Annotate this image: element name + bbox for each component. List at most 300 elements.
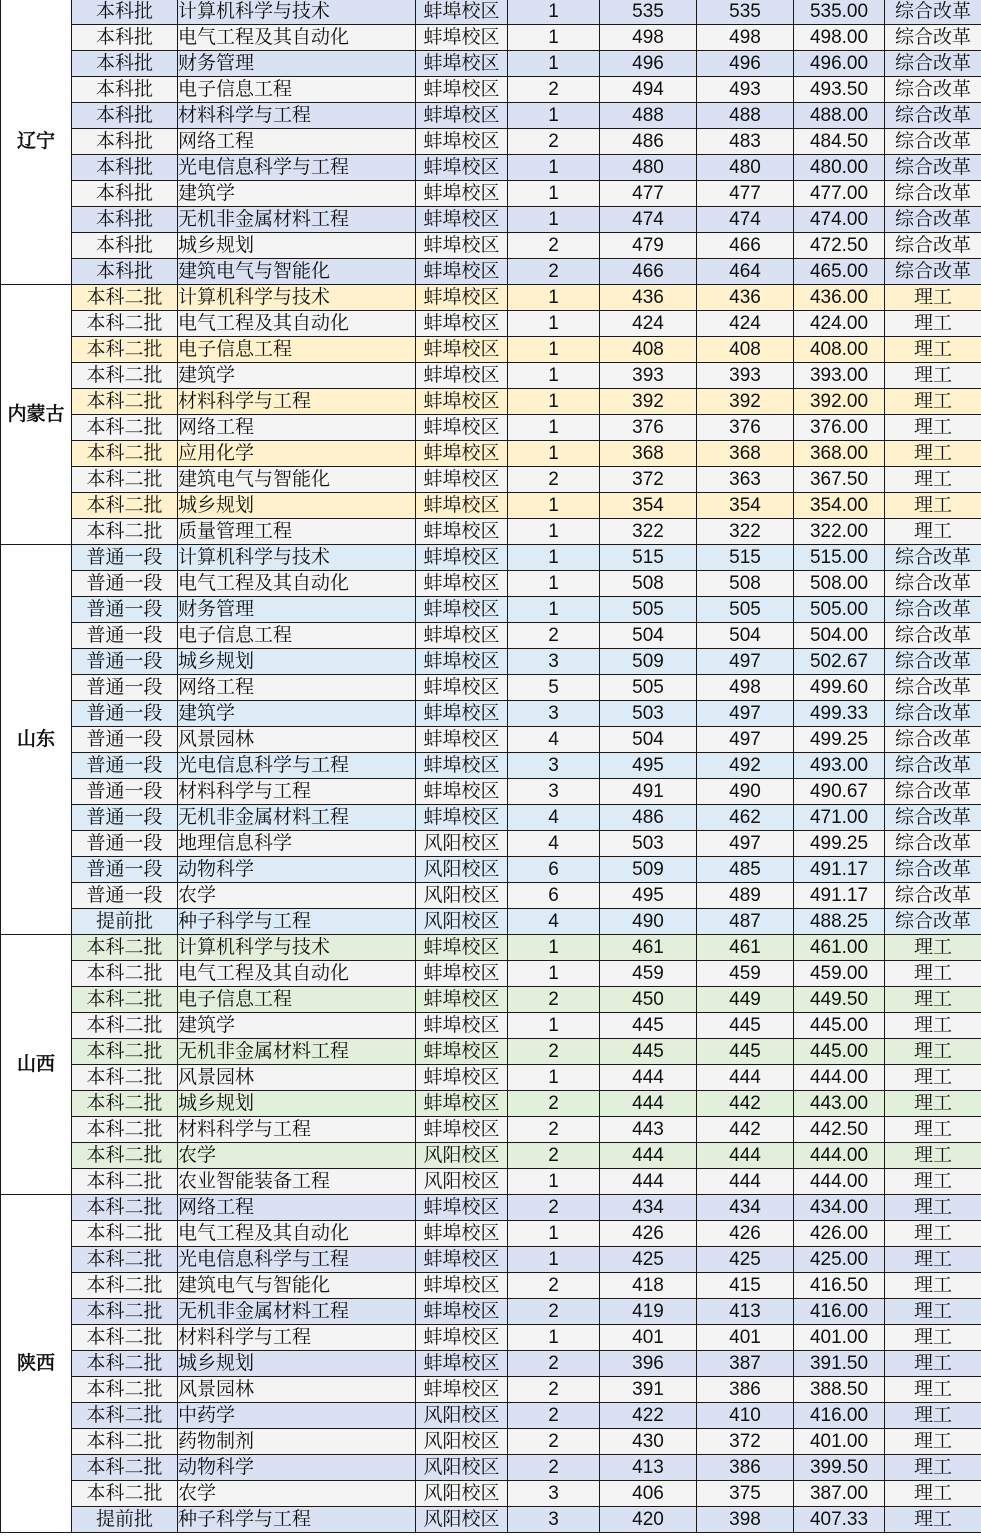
table-row [1,129,981,155]
major-cell: 城乡规划 [178,233,416,259]
max-score-cell: 505 [600,597,697,623]
campus-cell: 蚌埠校区 [416,25,508,51]
subject-type-cell: 理工 [885,987,981,1013]
major-cell: 电子信息工程 [178,987,416,1013]
campus-cell: 蚌埠校区 [416,675,508,701]
max-score-cell: 401 [600,1325,697,1351]
major-cell: 无机非金属材料工程 [178,1299,416,1325]
batch-cell: 本科批 [72,259,178,285]
table-row [1,987,981,1013]
campus-cell: 蚌埠校区 [416,649,508,675]
campus-cell: 蚌埠校区 [416,311,508,337]
subject-type-cell: 理工 [885,1351,981,1377]
max-score-cell: 486 [600,805,697,831]
table-row [1,389,981,415]
avg-score-cell: 408.00 [794,337,885,363]
max-score-cell: 391 [600,1377,697,1403]
campus-cell: 蚌埠校区 [416,1091,508,1117]
max-score-cell: 479 [600,233,697,259]
campus-cell: 蚌埠校区 [416,1325,508,1351]
major-cell: 建筑电气与智能化 [178,259,416,285]
avg-score-cell: 393.00 [794,363,885,389]
avg-score-cell: 449.50 [794,987,885,1013]
admitted-count-cell: 1 [508,1169,600,1195]
avg-score-cell: 354.00 [794,493,885,519]
admitted-count-cell: 1 [508,571,600,597]
major-cell: 计算机科学与技术 [178,935,416,961]
max-score-cell: 477 [600,181,697,207]
campus-cell: 风阳校区 [416,1507,508,1533]
campus-cell: 蚌埠校区 [416,805,508,831]
major-cell: 城乡规划 [178,649,416,675]
admitted-count-cell: 3 [508,1507,600,1533]
campus-cell: 蚌埠校区 [416,1247,508,1273]
subject-type-cell: 理工 [885,1221,981,1247]
max-score-cell: 466 [600,259,697,285]
table-row [1,857,981,883]
table-row [1,1013,981,1039]
major-cell: 无机非金属材料工程 [178,207,416,233]
subject-type-cell: 综合改革 [885,909,981,935]
major-cell: 动物科学 [178,1455,416,1481]
campus-cell: 蚌埠校区 [416,77,508,103]
province-shaanxi: 陕西 [1,1195,72,1533]
admitted-count-cell: 4 [508,727,600,753]
max-score-cell: 444 [600,1065,697,1091]
batch-cell: 本科二批 [72,415,178,441]
avg-score-cell: 508.00 [794,571,885,597]
subject-type-cell: 理工 [885,1325,981,1351]
avg-score-cell: 434.00 [794,1195,885,1221]
min-score-cell: 504 [697,623,794,649]
major-cell: 风景园林 [178,727,416,753]
admitted-count-cell: 2 [508,1195,600,1221]
subject-type-cell: 综合改革 [885,701,981,727]
min-score-cell: 489 [697,883,794,909]
admitted-count-cell: 1 [508,545,600,571]
campus-cell: 蚌埠校区 [416,1351,508,1377]
avg-score-cell: 444.00 [794,1143,885,1169]
max-score-cell: 322 [600,519,697,545]
admitted-count-cell: 1 [508,207,600,233]
subject-type-cell: 理工 [885,337,981,363]
min-score-cell: 505 [697,597,794,623]
table-row [1,545,981,571]
batch-cell: 本科批 [72,155,178,181]
campus-cell: 风阳校区 [416,1429,508,1455]
avg-score-cell: 499.25 [794,727,885,753]
major-cell: 建筑学 [178,363,416,389]
admitted-count-cell: 2 [508,233,600,259]
subject-type-cell: 综合改革 [885,233,981,259]
min-score-cell: 425 [697,1247,794,1273]
max-score-cell: 509 [600,857,697,883]
max-score-cell: 515 [600,545,697,571]
major-cell: 农学 [178,883,416,909]
table-row [1,1143,981,1169]
table-row [1,181,981,207]
subject-type-cell: 综合改革 [885,545,981,571]
admitted-count-cell: 1 [508,155,600,181]
avg-score-cell: 399.50 [794,1455,885,1481]
table-row [1,909,981,935]
admitted-count-cell: 4 [508,909,600,935]
table-row [1,25,981,51]
table-row [1,337,981,363]
subject-type-cell: 理工 [885,1143,981,1169]
major-cell: 电气工程及其自动化 [178,571,416,597]
avg-score-cell: 444.00 [794,1065,885,1091]
min-score-cell: 436 [697,285,794,311]
admitted-count-cell: 2 [508,1351,600,1377]
table-row [1,1065,981,1091]
table-row [1,1403,981,1429]
table-row [1,831,981,857]
campus-cell: 蚌埠校区 [416,597,508,623]
batch-cell: 普通一段 [72,857,178,883]
table-row [1,649,981,675]
subject-type-cell: 综合改革 [885,25,981,51]
subject-type-cell: 理工 [885,1507,981,1533]
min-score-cell: 354 [697,493,794,519]
min-score-cell: 376 [697,415,794,441]
subject-type-cell: 综合改革 [885,0,981,25]
min-score-cell: 485 [697,857,794,883]
table-row [1,519,981,545]
min-score-cell: 445 [697,1013,794,1039]
batch-cell: 本科二批 [72,1143,178,1169]
max-score-cell: 406 [600,1481,697,1507]
major-cell: 电气工程及其自动化 [178,311,416,337]
campus-cell: 蚌埠校区 [416,181,508,207]
batch-cell: 普通一段 [72,753,178,779]
campus-cell: 蚌埠校区 [416,753,508,779]
admitted-count-cell: 4 [508,805,600,831]
table-row [1,311,981,337]
subject-type-cell: 综合改革 [885,597,981,623]
avg-score-cell: 401.00 [794,1325,885,1351]
campus-cell: 风阳校区 [416,1143,508,1169]
batch-cell: 普通一段 [72,779,178,805]
subject-type-cell: 综合改革 [885,857,981,883]
province-neimenggu: 内蒙古 [1,285,72,545]
campus-cell: 蚌埠校区 [416,1013,508,1039]
min-score-cell: 392 [697,389,794,415]
major-cell: 农学 [178,1481,416,1507]
admitted-count-cell: 1 [508,103,600,129]
batch-cell: 本科二批 [72,1039,178,1065]
campus-cell: 蚌埠校区 [416,545,508,571]
subject-type-cell: 理工 [885,961,981,987]
admitted-count-cell: 3 [508,1481,600,1507]
table-row [1,1273,981,1299]
campus-cell: 蚌埠校区 [416,779,508,805]
max-score-cell: 495 [600,883,697,909]
table-row [1,779,981,805]
avg-score-cell: 535.00 [794,0,885,25]
campus-cell: 风阳校区 [416,883,508,909]
avg-score-cell: 444.00 [794,1169,885,1195]
avg-score-cell: 426.00 [794,1221,885,1247]
max-score-cell: 495 [600,753,697,779]
admitted-count-cell: 1 [508,337,600,363]
avg-score-cell: 505.00 [794,597,885,623]
table-row [1,1429,981,1455]
max-score-cell: 418 [600,1273,697,1299]
table-row [1,701,981,727]
table-row [1,0,981,25]
table-row [1,1091,981,1117]
subject-type-cell: 理工 [885,1455,981,1481]
table-row [1,415,981,441]
table-row [1,1507,981,1533]
admitted-count-cell: 1 [508,1065,600,1091]
max-score-cell: 413 [600,1455,697,1481]
batch-cell: 本科二批 [72,1325,178,1351]
batch-cell: 普通一段 [72,675,178,701]
avg-score-cell: 491.17 [794,883,885,909]
admitted-count-cell: 1 [508,519,600,545]
major-cell: 材料科学与工程 [178,389,416,415]
min-score-cell: 466 [697,233,794,259]
min-score-cell: 477 [697,181,794,207]
min-score-cell: 415 [697,1273,794,1299]
campus-cell: 蚌埠校区 [416,285,508,311]
avg-score-cell: 490.67 [794,779,885,805]
campus-cell: 蚌埠校区 [416,935,508,961]
min-score-cell: 424 [697,311,794,337]
batch-cell: 本科二批 [72,467,178,493]
major-cell: 城乡规划 [178,1091,416,1117]
max-score-cell: 392 [600,389,697,415]
min-score-cell: 515 [697,545,794,571]
table-row [1,155,981,181]
batch-cell: 本科二批 [72,1299,178,1325]
major-cell: 电子信息工程 [178,623,416,649]
admitted-count-cell: 1 [508,935,600,961]
min-score-cell: 459 [697,961,794,987]
batch-cell: 本科二批 [72,1013,178,1039]
table-row [1,285,981,311]
batch-cell: 本科二批 [72,1455,178,1481]
batch-cell: 本科批 [72,181,178,207]
batch-cell: 本科二批 [72,311,178,337]
avg-score-cell: 472.50 [794,233,885,259]
campus-cell: 蚌埠校区 [416,1117,508,1143]
subject-type-cell: 综合改革 [885,883,981,909]
max-score-cell: 508 [600,571,697,597]
admitted-count-cell: 2 [508,1403,600,1429]
campus-cell: 风阳校区 [416,1403,508,1429]
table-row [1,805,981,831]
major-cell: 地理信息科学 [178,831,416,857]
subject-type-cell: 综合改革 [885,623,981,649]
subject-type-cell: 综合改革 [885,155,981,181]
batch-cell: 本科二批 [72,363,178,389]
max-score-cell: 354 [600,493,697,519]
min-score-cell: 408 [697,337,794,363]
subject-type-cell: 综合改革 [885,181,981,207]
batch-cell: 本科二批 [72,285,178,311]
campus-cell: 风阳校区 [416,909,508,935]
min-score-cell: 474 [697,207,794,233]
admitted-count-cell: 3 [508,649,600,675]
major-cell: 中药学 [178,1403,416,1429]
admitted-count-cell: 2 [508,1299,600,1325]
avg-score-cell: 443.00 [794,1091,885,1117]
admitted-count-cell: 6 [508,883,600,909]
province-liaoning: 辽宁 [1,0,72,285]
admitted-count-cell: 1 [508,1013,600,1039]
admitted-count-cell: 1 [508,415,600,441]
table-row [1,675,981,701]
min-score-cell: 483 [697,129,794,155]
batch-cell: 本科二批 [72,961,178,987]
admitted-count-cell: 5 [508,675,600,701]
batch-cell: 普通一段 [72,545,178,571]
campus-cell: 蚌埠校区 [416,623,508,649]
subject-type-cell: 理工 [885,1195,981,1221]
campus-cell: 蚌埠校区 [416,1221,508,1247]
admitted-count-cell: 1 [508,389,600,415]
min-score-cell: 368 [697,441,794,467]
min-score-cell: 372 [697,1429,794,1455]
table-row [1,77,981,103]
table-row [1,467,981,493]
batch-cell: 本科二批 [72,519,178,545]
avg-score-cell: 445.00 [794,1013,885,1039]
batch-cell: 本科批 [72,103,178,129]
subject-type-cell: 综合改革 [885,207,981,233]
subject-type-cell: 综合改革 [885,103,981,129]
batch-cell: 本科批 [72,233,178,259]
campus-cell: 蚌埠校区 [416,259,508,285]
subject-type-cell: 理工 [885,285,981,311]
campus-cell: 蚌埠校区 [416,1273,508,1299]
avg-score-cell: 388.50 [794,1377,885,1403]
campus-cell: 蚌埠校区 [416,103,508,129]
admitted-count-cell: 1 [508,285,600,311]
admitted-count-cell: 2 [508,1091,600,1117]
subject-type-cell: 理工 [885,467,981,493]
subject-type-cell: 理工 [885,441,981,467]
table-row [1,363,981,389]
batch-cell: 本科二批 [72,1117,178,1143]
subject-type-cell: 理工 [885,519,981,545]
subject-type-cell: 综合改革 [885,129,981,155]
major-cell: 农学 [178,1143,416,1169]
max-score-cell: 372 [600,467,697,493]
subject-type-cell: 综合改革 [885,649,981,675]
campus-cell: 蚌埠校区 [416,987,508,1013]
table-row [1,883,981,909]
subject-type-cell: 理工 [885,311,981,337]
min-score-cell: 493 [697,77,794,103]
min-score-cell: 322 [697,519,794,545]
major-cell: 建筑学 [178,1013,416,1039]
campus-cell: 蚌埠校区 [416,363,508,389]
campus-cell: 风阳校区 [416,1481,508,1507]
subject-type-cell: 综合改革 [885,831,981,857]
min-score-cell: 462 [697,805,794,831]
admitted-count-cell: 2 [508,1377,600,1403]
max-score-cell: 420 [600,1507,697,1533]
subject-type-cell: 综合改革 [885,805,981,831]
campus-cell: 蚌埠校区 [416,727,508,753]
min-score-cell: 480 [697,155,794,181]
admitted-count-cell: 2 [508,1273,600,1299]
subject-type-cell: 理工 [885,363,981,389]
table-row [1,493,981,519]
subject-type-cell: 综合改革 [885,753,981,779]
min-score-cell: 363 [697,467,794,493]
min-score-cell: 445 [697,1039,794,1065]
admitted-count-cell: 2 [508,259,600,285]
max-score-cell: 444 [600,1091,697,1117]
min-score-cell: 375 [697,1481,794,1507]
avg-score-cell: 442.50 [794,1117,885,1143]
max-score-cell: 444 [600,1169,697,1195]
avg-score-cell: 401.00 [794,1429,885,1455]
subject-type-cell: 综合改革 [885,259,981,285]
subject-type-cell: 综合改革 [885,51,981,77]
major-cell: 网络工程 [178,1195,416,1221]
campus-cell: 蚌埠校区 [416,1377,508,1403]
max-score-cell: 430 [600,1429,697,1455]
avg-score-cell: 436.00 [794,285,885,311]
avg-score-cell: 488.25 [794,909,885,935]
batch-cell: 普通一段 [72,597,178,623]
max-score-cell: 503 [600,701,697,727]
campus-cell: 风阳校区 [416,831,508,857]
min-score-cell: 449 [697,987,794,1013]
major-cell: 网络工程 [178,415,416,441]
major-cell: 建筑学 [178,181,416,207]
max-score-cell: 504 [600,623,697,649]
major-cell: 网络工程 [178,675,416,701]
batch-cell: 本科二批 [72,1065,178,1091]
min-score-cell: 410 [697,1403,794,1429]
subject-type-cell: 理工 [885,1117,981,1143]
subject-type-cell: 理工 [885,1273,981,1299]
campus-cell: 蚌埠校区 [416,701,508,727]
admitted-count-cell: 2 [508,129,600,155]
batch-cell: 本科二批 [72,1247,178,1273]
max-score-cell: 445 [600,1039,697,1065]
min-score-cell: 497 [697,831,794,857]
table-row [1,259,981,285]
admitted-count-cell: 1 [508,597,600,623]
min-score-cell: 488 [697,103,794,129]
campus-cell: 蚌埠校区 [416,467,508,493]
min-score-cell: 401 [697,1325,794,1351]
campus-cell: 蚌埠校区 [416,519,508,545]
major-cell: 计算机科学与技术 [178,0,416,25]
batch-cell: 普通一段 [72,701,178,727]
major-cell: 网络工程 [178,129,416,155]
batch-cell: 本科批 [72,207,178,233]
major-cell: 动物科学 [178,857,416,883]
max-score-cell: 509 [600,649,697,675]
admitted-count-cell: 1 [508,1221,600,1247]
avg-score-cell: 416.00 [794,1299,885,1325]
major-cell: 材料科学与工程 [178,779,416,805]
min-score-cell: 498 [697,25,794,51]
batch-cell: 本科二批 [72,1169,178,1195]
table-row [1,103,981,129]
min-score-cell: 413 [697,1299,794,1325]
avg-score-cell: 416.50 [794,1273,885,1299]
